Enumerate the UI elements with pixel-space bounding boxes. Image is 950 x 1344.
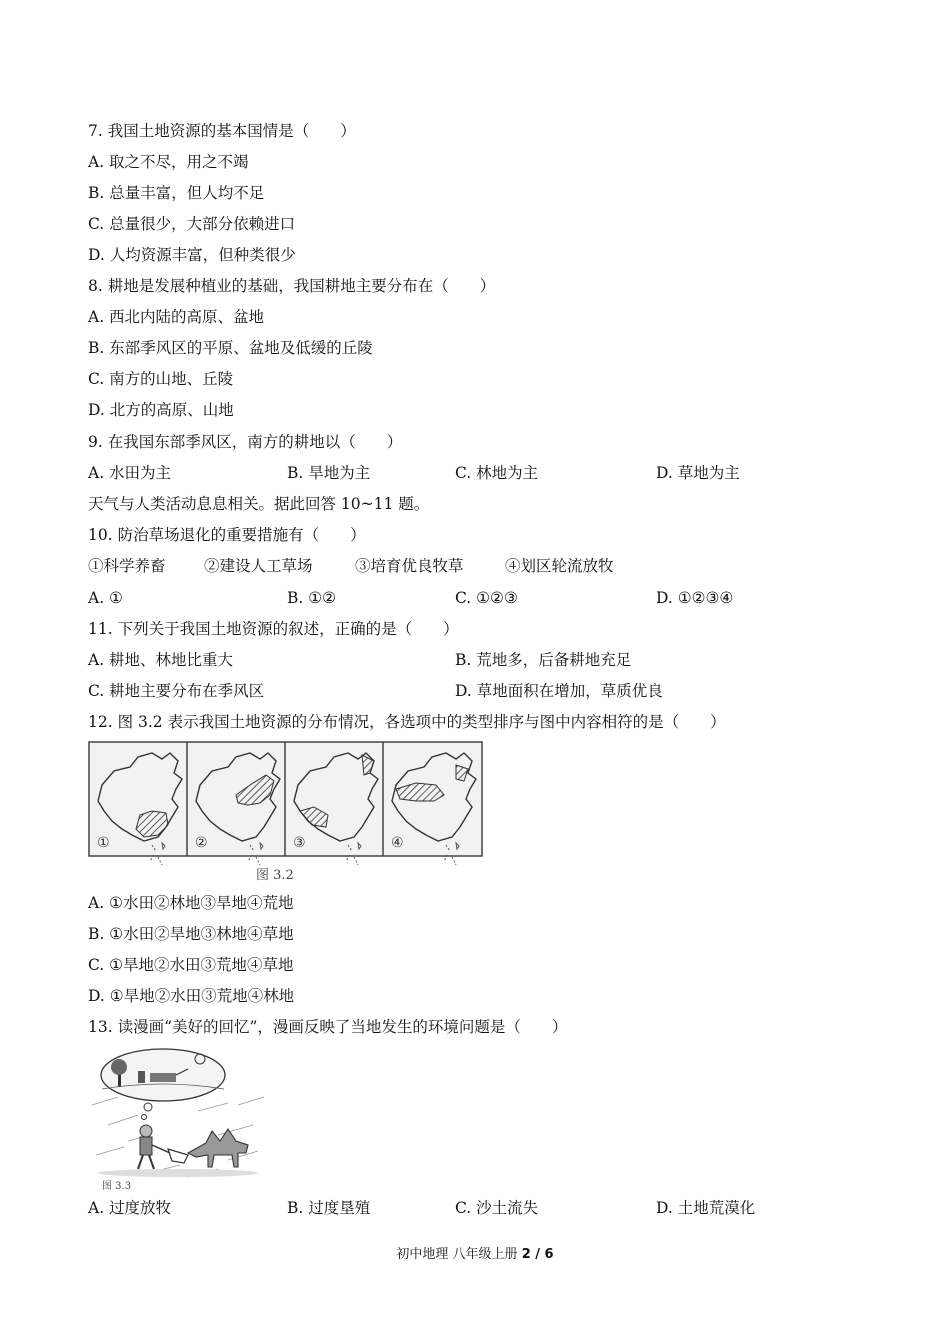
figure-3-2-label-2: ②	[195, 835, 208, 851]
q10-measure-2: ②建设人工草场	[204, 557, 313, 575]
q12-option-d: D. ①旱地②水田③荒地④林地	[88, 987, 295, 1005]
group-intro: 天气与人类活动息息相关。据此回答 10~11 题。	[88, 495, 430, 513]
q7-option-d: D. 人均资源丰富，但种类很少	[88, 246, 296, 264]
figure-3-2-maps	[88, 741, 488, 885]
q13-option-b: B. 过度垦殖	[287, 1199, 371, 1217]
footer-text: 初中地理 八年级上册	[396, 1247, 522, 1262]
q12-option-c: C. ①旱地②水田③荒地④草地	[88, 956, 294, 974]
q11-option-b: B. 荒地多，后备耕地充足	[455, 651, 632, 669]
figure-3-2	[88, 741, 488, 885]
q8-stem: 8. 耕地是发展种植业的基础，我国耕地主要分布在（ ）	[88, 277, 496, 295]
q13-option-d: D. 土地荒漠化	[656, 1199, 756, 1217]
q10-measure-1: ①科学养畜	[88, 557, 166, 575]
q9-option-b: B. 旱地为主	[287, 464, 371, 482]
q9-option-c: C. 林地为主	[455, 464, 539, 482]
q9-option-d: D. 草地为主	[656, 464, 740, 482]
figure-3-3-cartoon	[88, 1045, 268, 1193]
q8-option-d: D. 北方的高原、山地	[88, 401, 234, 419]
q13-stem: 13. 读漫画“美好的回忆”，漫画反映了当地发生的环境问题是（ ）	[88, 1018, 568, 1036]
page-number: 2 / 6	[521, 1247, 554, 1262]
q8-option-c: C. 南方的山地、丘陵	[88, 370, 234, 388]
q10-option-a: A. ①	[88, 589, 123, 607]
q7-option-b: B. 总量丰富，但人均不足	[88, 184, 265, 202]
q12-stem: 12. 图 3.2 表示我国土地资源的分布情况，各选项中的类型排序与图中内容相符的是（ ）	[88, 713, 726, 731]
figure-3-3	[88, 1045, 268, 1193]
q8-option-a: A. 西北内陆的高原、盆地	[88, 308, 265, 326]
q10-measure-3: ③培育优良牧草	[355, 557, 464, 575]
q9-stem: 9. 在我国东部季风区，南方的耕地以（ ）	[88, 433, 403, 451]
q13-option-a: A. 过度放牧	[88, 1199, 172, 1217]
q12-option-b: B. ①水田②旱地③林地④草地	[88, 925, 294, 943]
q12-option-a: A. ①水田②林地③旱地④荒地	[88, 894, 294, 912]
q10-option-d: D. ①②③④	[656, 589, 734, 607]
figure-3-3-caption: 图 3.3	[102, 1181, 132, 1192]
q10-measure-4: ④划区轮流放牧	[505, 557, 614, 575]
q11-option-c: C. 耕地主要分布在季风区	[88, 682, 265, 700]
q8-option-b: B. 东部季风区的平原、盆地及低缓的丘陵	[88, 339, 373, 357]
figure-3-2-label-3: ③	[293, 835, 306, 851]
q10-option-c: C. ①②③	[455, 589, 518, 607]
q11-stem: 11. 下列关于我国土地资源的叙述，正确的是（ ）	[88, 620, 459, 638]
figure-3-2-label-4: ④	[391, 835, 404, 851]
q7-stem: 7. 我国土地资源的基本国情是（ ）	[88, 122, 356, 140]
q10-stem: 10. 防治草场退化的重要措施有（ ）	[88, 526, 366, 544]
q13-option-c: C. 沙土流失	[455, 1199, 539, 1217]
figure-3-2-caption: 图 3.2	[256, 868, 294, 883]
q7-option-a: A. 取之不尽，用之不竭	[88, 153, 249, 171]
page-footer	[0, 1246, 950, 1264]
q11-option-a: A. 耕地、林地比重大	[88, 651, 234, 669]
q7-option-c: C. 总量很少，大部分依赖进口	[88, 215, 296, 233]
figure-3-2-label-1: ①	[97, 835, 110, 851]
q11-option-d: D. 草地面积在增加，草质优良	[455, 682, 663, 700]
q10-option-b: B. ①②	[287, 589, 337, 607]
q9-option-a: A. 水田为主	[88, 464, 172, 482]
